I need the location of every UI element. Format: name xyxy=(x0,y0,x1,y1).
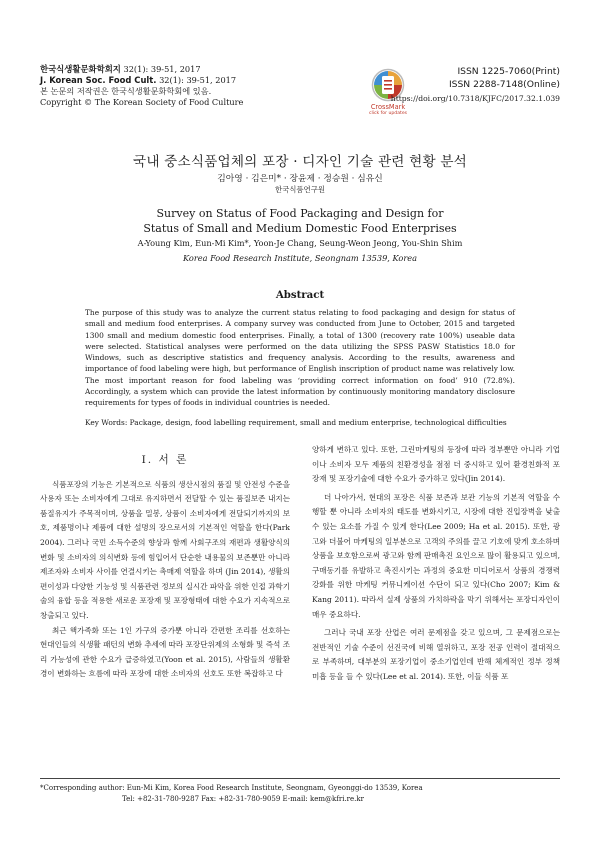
section-title: Ⅰ. 서 론 xyxy=(141,454,189,466)
copyright-ko: 본 논문의 저작권은 한국식생활문화학회에 있음. xyxy=(40,86,212,96)
title-korean: 국내 중소식품업체의 포장 · 디자인 기술 관련 현황 분석 xyxy=(133,154,467,170)
issn-block xyxy=(370,66,560,106)
footnote-line2: Tel: +82-31-780-9287 Fax: +82-31-780-9059 E-mail: kem@kfri.re.kr xyxy=(122,795,364,803)
title-english xyxy=(0,207,600,236)
copyright-en: Copyright © The Korean Society of Food Culture xyxy=(40,97,244,107)
left-column xyxy=(40,453,290,682)
footnote-line1: *Corresponding author: Eun-Mi Kim, Korea Food Research Institute, Seongnam, Gyeonggi-do 13539, Korea xyxy=(40,784,423,792)
journal-en-line xyxy=(40,75,320,86)
right-paragraph-1: 양하게 변하고 있다. 또한, 그린마케팅의 등장에 따라 정부뿐만 아니라 기업이나 소비자 모두 제품의 친환경성을 점점 더 중시하고 있어 환경친화적 포장재 및 포장기술에 대한 수요가 증가하고 있다(Jin 2014). xyxy=(312,445,560,484)
authors-korean: 김아영 · 김은미* · 장윤제 · 정승원 · 심유신 xyxy=(217,174,383,184)
journal-ko-name: 한국식생활문화학회지 xyxy=(40,64,121,74)
keywords: Key Words: Package, design, food labelling requirement, small and medium enterprise, technological difficulties xyxy=(85,418,507,427)
journal-en-issue: 32(1): 39-51, 2017 xyxy=(159,75,237,85)
abstract-heading: Abstract xyxy=(275,289,325,301)
journal-ko-line xyxy=(40,64,320,75)
crossmark-sub: click for updates xyxy=(368,111,408,116)
footnote-divider xyxy=(40,778,560,779)
doi-link[interactable]: https://doi.org/10.7318/KJFC/2017.32.1.039 xyxy=(390,94,560,103)
affiliation-english: Korea Food Research Institute, Seongnam 13539, Korea xyxy=(183,253,417,263)
journal-ko-issue: 32(1): 39-51, 2017 xyxy=(123,64,201,74)
title-english-line1: Survey on Status of Food Packaging and Design for xyxy=(156,207,444,220)
right-paragraph-3: 그러나 국내 포장 산업은 여러 문제점을 갖고 있으며, 그 문제점으로는 전반적인 기술 수준이 선진국에 비해 열위하고, 포장 전공 인력이 절대적으로 부족하며, 대부분의 포장기업이 중소기업인데 반해 체계적인 정부 정책 미흡 등을 들 수 있다(Lee et al. 2014). 또한, 이들 식품 포 xyxy=(312,628,560,681)
right-column xyxy=(312,443,560,685)
journal-en-name: J. Korean Soc. Food Cult. xyxy=(40,75,157,85)
issn-online: ISSN 2288-7148(Online) xyxy=(448,78,560,90)
authors-english: A-Young Kim, Eun-Mi Kim*, Yoon-Je Chang, Seung-Weon Jeong, You-Shin Shim xyxy=(137,238,463,248)
left-paragraph-2: 최근 핵가족화 또는 1인 가구의 증가뿐 아니라 간편한 조리를 선호하는 현대인들의 식생활 패턴의 변화 추세에 따라 포장단위제의 소형화 및 즉석 조리 가능성에 관한 수요가 급증하였고(Yoon et al. 2015), 사람들의 생활환경이 변화하는 흐름에 따라 포장에 대한 소비자의 선호도 또한 복잡하고 다 xyxy=(40,625,290,679)
right-paragraph-2: 더 나아가서, 현대의 포장은 식품 보존과 보관 기능의 기본적 역할을 수행할 뿐 아니라 소비자의 태도를 변화시키고, 시장에 대한 진입장벽을 낮출 수 있는 요소를 가질 수 있게 한다(Lee 2009; Ha et al. 2015). 또한, 광고와 더불어 마케팅의 일부분으로 고객의 주의를 끌고 기호에 맞게 호소하며 상품을 보호함으로써 광고와 함께 판매촉진 요인으로 많이 활용되고 있으며, 구매동기를 유발하고 촉진시키는 과정의 중요한 미디어로서 상품의 경쟁력 강화를 위한 마케팅 커뮤니케이션 수단이 되고 있다(Cho 2007; Kim & Kang 2011). 따라서 실제 상품의 가치하락을 막기 위해서는 포장디자인이 매우 중요하다. xyxy=(312,492,560,619)
crossmark-label: CrossMark xyxy=(370,103,406,111)
left-paragraph-1: 식품포장의 기능은 기본적으로 식품의 생산시점의 품질 및 안전성 수준을 사용자 또는 소비자에게 그대로 유지하면서 전달할 수 있는 품질보존 내지는 품질유지가 주목적이며, 상품을 밀봉, 상품이 소비자에게 전달되기까지의 보호, 제품명이나 제품에 대한 설명의 장으로서의 기본적인 역할을 한다(Park 2004). 그러나 국민 소득수준의 향상과 함께 사회구조의 재편과 생활양식의 변화 및 소비자의 의식변화 등에 힘입어서 단순한 내용물의 보존뿐만 아니라 제조자와 소비자 사이를 연결시키는 촉매제 역할을 하며 (Jin 2014), 생활의 편이성과 다양한 기능성 및 식품관련 정보의 실시간 파악을 위한 인접 과학기술의 융합 등을 적용한 새로운 포장재 및 포장형태에 대한 수요가 지속적으로 창출되고 있다. xyxy=(40,479,290,620)
journal-header xyxy=(40,64,320,108)
issn-print: ISSN 1225-7060(Print) xyxy=(457,66,560,77)
abstract-text: The purpose of this study was to analyze the current status relating to food packaging and design for status of small and medium food enterprises. A company survey was conducted from June to October, 2015 and targeted 1300 small and medium domestic food enterprises. Finally, a total of 1300 (recovery rate 100%) useable data were selected. Statistical analyses were performed on the data utilizing the SPSS PASW Statistics 18.0 for Windows, such as descriptive statistics and frequency analysis. According to the results, awareness and importance of food labeling were high, but performance of English inscription of product name was relatively low. The most important reason for food labeling was ‘providing correct information on food’ 910 (72.8%). Accordingly, a system which can provide the latest information by continuously monitoring mandatory disclosure requirements for types of foods in individual countries is needed. xyxy=(85,308,515,408)
affiliation-korean: 한국식품연구원 xyxy=(275,185,325,194)
title-english-line2: Status of Small and Medium Domestic Food Enterprises xyxy=(143,221,457,235)
corresponding-author-footnote xyxy=(40,783,560,805)
